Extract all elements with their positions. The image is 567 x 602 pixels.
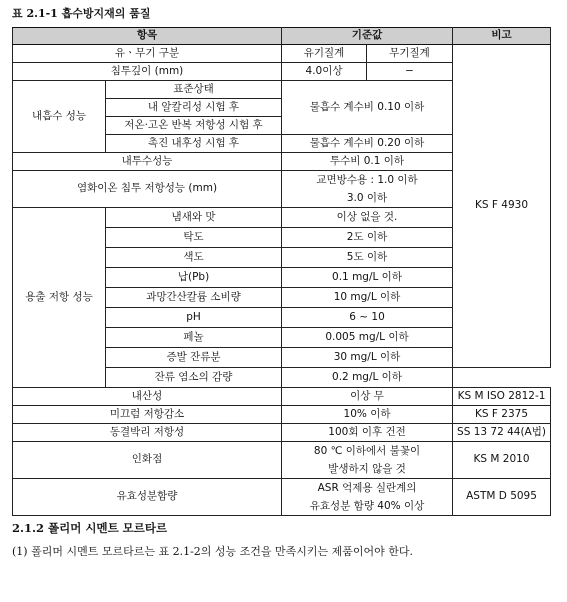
table-caption: 표 2.1-1 흡수방지재의 품질 bbox=[12, 7, 151, 20]
value-line: 유효성분 함량 40% 이상 bbox=[309, 500, 425, 512]
table-row bbox=[13, 45, 551, 63]
value-cell: 물흡수 계수비 0.20 이하 bbox=[282, 135, 453, 153]
table-row bbox=[13, 388, 551, 406]
value-line: 3.0 이하 bbox=[346, 192, 388, 204]
remark-cell: KS F 2375 bbox=[453, 406, 551, 424]
row-label: 유ㆍ무기 구분 bbox=[13, 45, 282, 63]
sub-label: pH bbox=[106, 308, 282, 328]
sub-label: 저온·고온 반복 저항성 시험 후 bbox=[106, 117, 282, 135]
sub-label: 냄새와 맛 bbox=[106, 208, 282, 228]
value-cell: 이상 없을 것. bbox=[282, 208, 453, 228]
row-label: 염화이온 침투 저항성능 (mm) bbox=[13, 171, 282, 208]
value-cell: 5도 이하 bbox=[282, 248, 453, 268]
row-label: 내산성 bbox=[13, 388, 282, 406]
row-label: 침투깊이 (mm) bbox=[13, 63, 282, 81]
sub-label: 증발 잔류분 bbox=[106, 348, 282, 368]
row-label: 미끄럼 저항감소 bbox=[13, 406, 282, 424]
sub-label: 페놀 bbox=[106, 328, 282, 348]
value-cell: 0.2 mg/L 이하 bbox=[282, 368, 453, 388]
sub-label: 표준상태 bbox=[106, 81, 282, 99]
remark-ks-cell: KS F 4930 bbox=[453, 45, 551, 368]
cell-organic: 4.0이상 bbox=[282, 63, 367, 81]
sub-label: 과망간산칼륨 소비량 bbox=[106, 288, 282, 308]
table-row bbox=[13, 442, 551, 479]
table-row bbox=[13, 406, 551, 424]
section-title: 2.1.2 폴리머 시멘트 모르타르 bbox=[12, 521, 168, 535]
remark-cell: ASTM D 5095 bbox=[453, 479, 551, 516]
sub-label: 납(Pb) bbox=[106, 268, 282, 288]
value-line: ASR 억제용 실란계의 bbox=[317, 482, 417, 494]
body-paragraph: (1) 폴리머 시멘트 모르타르는 표 2.1-2의 성능 조건을 만족시키는 제품이어야 한다. bbox=[12, 545, 414, 558]
cell-inorganic: − bbox=[367, 63, 453, 81]
value-cell bbox=[282, 479, 453, 516]
sub-label: 탁도 bbox=[106, 228, 282, 248]
table-row bbox=[13, 424, 551, 442]
cell-organic: 유기질계 bbox=[282, 45, 367, 63]
sub-label: 촉진 내후성 시험 후 bbox=[106, 135, 282, 153]
sub-label: 잔류 염소의 감량 bbox=[106, 368, 282, 388]
value-line: 교면방수용 : 1.0 이하 bbox=[316, 174, 418, 186]
value-cell: 10 mg/L 이하 bbox=[282, 288, 453, 308]
header-criteria: 기준값 bbox=[282, 28, 453, 45]
value-line: 80 ℃ 이하에서 불꽃이 bbox=[313, 445, 421, 457]
value-cell: 이상 무 bbox=[282, 388, 453, 406]
value-cell: 6 ~ 10 bbox=[282, 308, 453, 328]
value-cell: 물흡수 계수비 0.10 이하 bbox=[282, 81, 453, 135]
value-cell: 2도 이하 bbox=[282, 228, 453, 248]
value-cell: 10% 이하 bbox=[282, 406, 453, 424]
header-remark: 비고 bbox=[453, 28, 551, 45]
value-cell bbox=[282, 171, 453, 208]
sub-label: 색도 bbox=[106, 248, 282, 268]
remark-cell: KS M ISO 2812-1 bbox=[453, 388, 551, 406]
header-item: 항목 bbox=[13, 28, 282, 45]
value-cell: 100회 이후 건전 bbox=[282, 424, 453, 442]
table-row bbox=[13, 479, 551, 516]
value-cell bbox=[282, 442, 453, 479]
row-label: 내투수성능 bbox=[13, 153, 282, 171]
row-label: 유효성분함량 bbox=[13, 479, 282, 516]
group-label: 용출 저항 성능 bbox=[13, 208, 106, 388]
value-cell: 0.1 mg/L 이하 bbox=[282, 268, 453, 288]
row-label: 동결박리 저항성 bbox=[13, 424, 282, 442]
group-label: 내흡수 성능 bbox=[13, 81, 106, 153]
table-header-row bbox=[13, 28, 551, 45]
remark-cell: KS M 2010 bbox=[453, 442, 551, 479]
value-cell: 30 mg/L 이하 bbox=[282, 348, 453, 368]
cell-inorganic: 무기질계 bbox=[367, 45, 453, 63]
remark-cell: SS 13 72 44(A법) bbox=[453, 424, 551, 442]
quality-table bbox=[12, 27, 551, 516]
value-line: 발생하지 않을 것 bbox=[328, 463, 406, 475]
row-label: 인화점 bbox=[13, 442, 282, 479]
value-cell: 투수비 0.1 이하 bbox=[282, 153, 453, 171]
sub-label: 내 알칼리성 시험 후 bbox=[106, 99, 282, 117]
value-cell: 0.005 mg/L 이하 bbox=[282, 328, 453, 348]
